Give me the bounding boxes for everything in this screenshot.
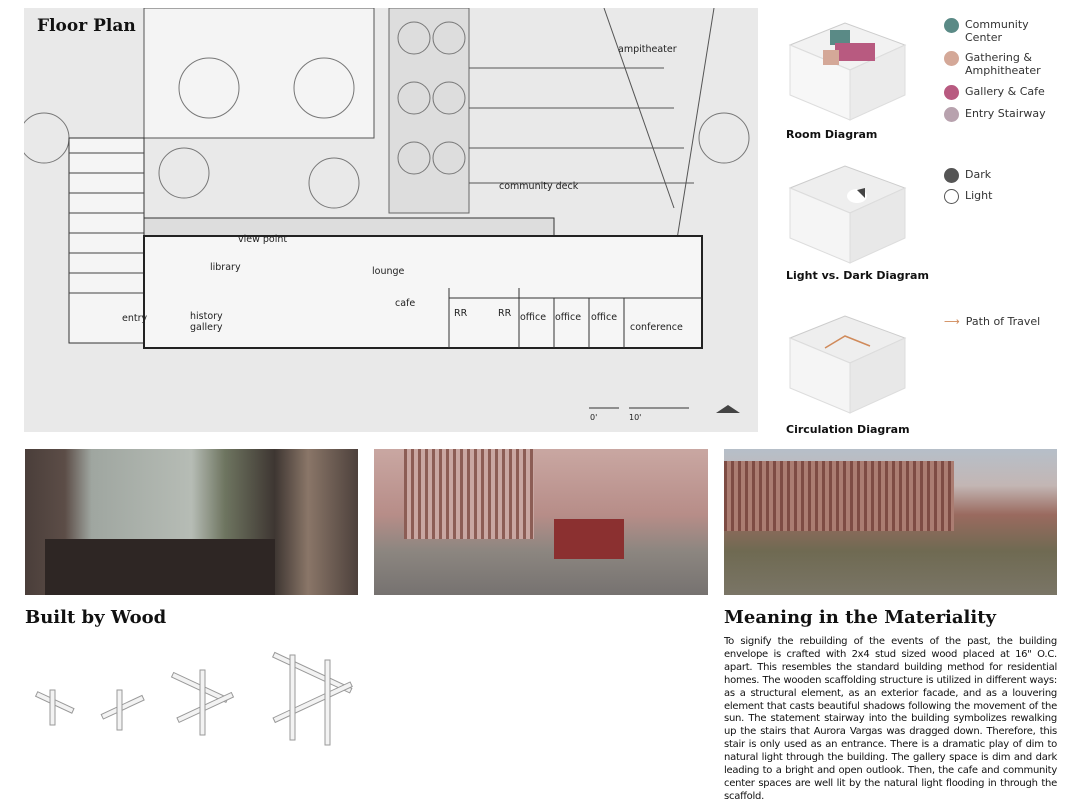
label-library: library	[210, 262, 241, 273]
label-office: office	[520, 312, 547, 323]
label-office: office	[555, 312, 582, 323]
label-ampitheater: ampitheater	[618, 44, 677, 55]
label-entry: entry	[122, 313, 148, 324]
gallery-render-photo	[25, 449, 358, 595]
legend-swatch	[944, 85, 959, 100]
wood-assembly-diagrams	[25, 650, 355, 750]
room-diagram-model	[785, 15, 910, 125]
scale-ten: 10'	[629, 413, 642, 422]
room-diagram-title: Room Diagram	[786, 128, 878, 141]
label-conference: conference	[630, 322, 683, 333]
label-history-gallery: history gallery	[190, 311, 223, 333]
legend-swatch	[944, 189, 959, 204]
label-rr: RR	[454, 308, 468, 319]
legend-light: Light	[944, 189, 992, 204]
cafe-render-photo	[374, 449, 708, 595]
materiality-body: To signify the rebuilding of the events of the past, the building envelope is crafted with 2x4 stud sized wood placed at 16" O.C. apart. This resembles the standard building method for residential homes. The wooden scaffolding structure is utilized in different ways: as a structural element, as an exterior facade, and as a louvering element that casts beautiful shadows following the movement of the sun. The statement stairway into the building symbolizes rewalking up the stairs that Aurora Vargas was dragged down. Therefore, this stair is only used as an entrance. There is a dramatic play of dim to natural light through the building. The gallery space is dim and dark leading to a bright and open outlook. Then, the cafe and community center spaces are well lit by the natural light flooding in through the scaffold.	[724, 636, 1057, 802]
legend-swatch	[944, 168, 959, 183]
legend-swatch	[944, 18, 959, 33]
materiality-title: Meaning in the Materiality	[724, 607, 997, 628]
light-dark-diagram-title: Light vs. Dark Diagram	[786, 269, 929, 282]
legend-community-center: Community Center	[944, 18, 1045, 44]
legend-swatch	[944, 107, 959, 122]
label-office: office	[591, 312, 618, 323]
label-community-deck: community deck	[499, 181, 579, 192]
circulation-diagram-title: Circulation Diagram	[786, 423, 910, 436]
light-dark-diagram-model	[785, 158, 910, 268]
legend-gallery-cafe: Gallery & Cafe	[944, 85, 1045, 100]
label-rr: RR	[498, 308, 512, 319]
floor-plan	[24, 8, 758, 432]
label-view-point: view point	[238, 234, 288, 245]
built-by-wood-title: Built by Wood	[25, 607, 167, 628]
legend-swatch	[944, 51, 959, 66]
label-cafe: cafe	[395, 298, 416, 309]
legend-path-of-travel: ⟶ Path of Travel	[944, 315, 1041, 328]
exterior-render-photo	[724, 449, 1057, 595]
floor-plan-title: Floor Plan	[37, 16, 136, 36]
arrow-icon: ⟶	[944, 315, 960, 328]
label-lounge: lounge	[372, 266, 405, 277]
legend-gathering: Gathering & Amphitheater	[944, 51, 1060, 77]
circulation-diagram-model	[785, 308, 910, 418]
legend-entry-stairway: Entry Stairway	[944, 107, 1046, 122]
scale-zero: 0'	[590, 413, 598, 422]
legend-dark: Dark	[944, 168, 991, 183]
floor-plan-drawing	[24, 8, 758, 432]
